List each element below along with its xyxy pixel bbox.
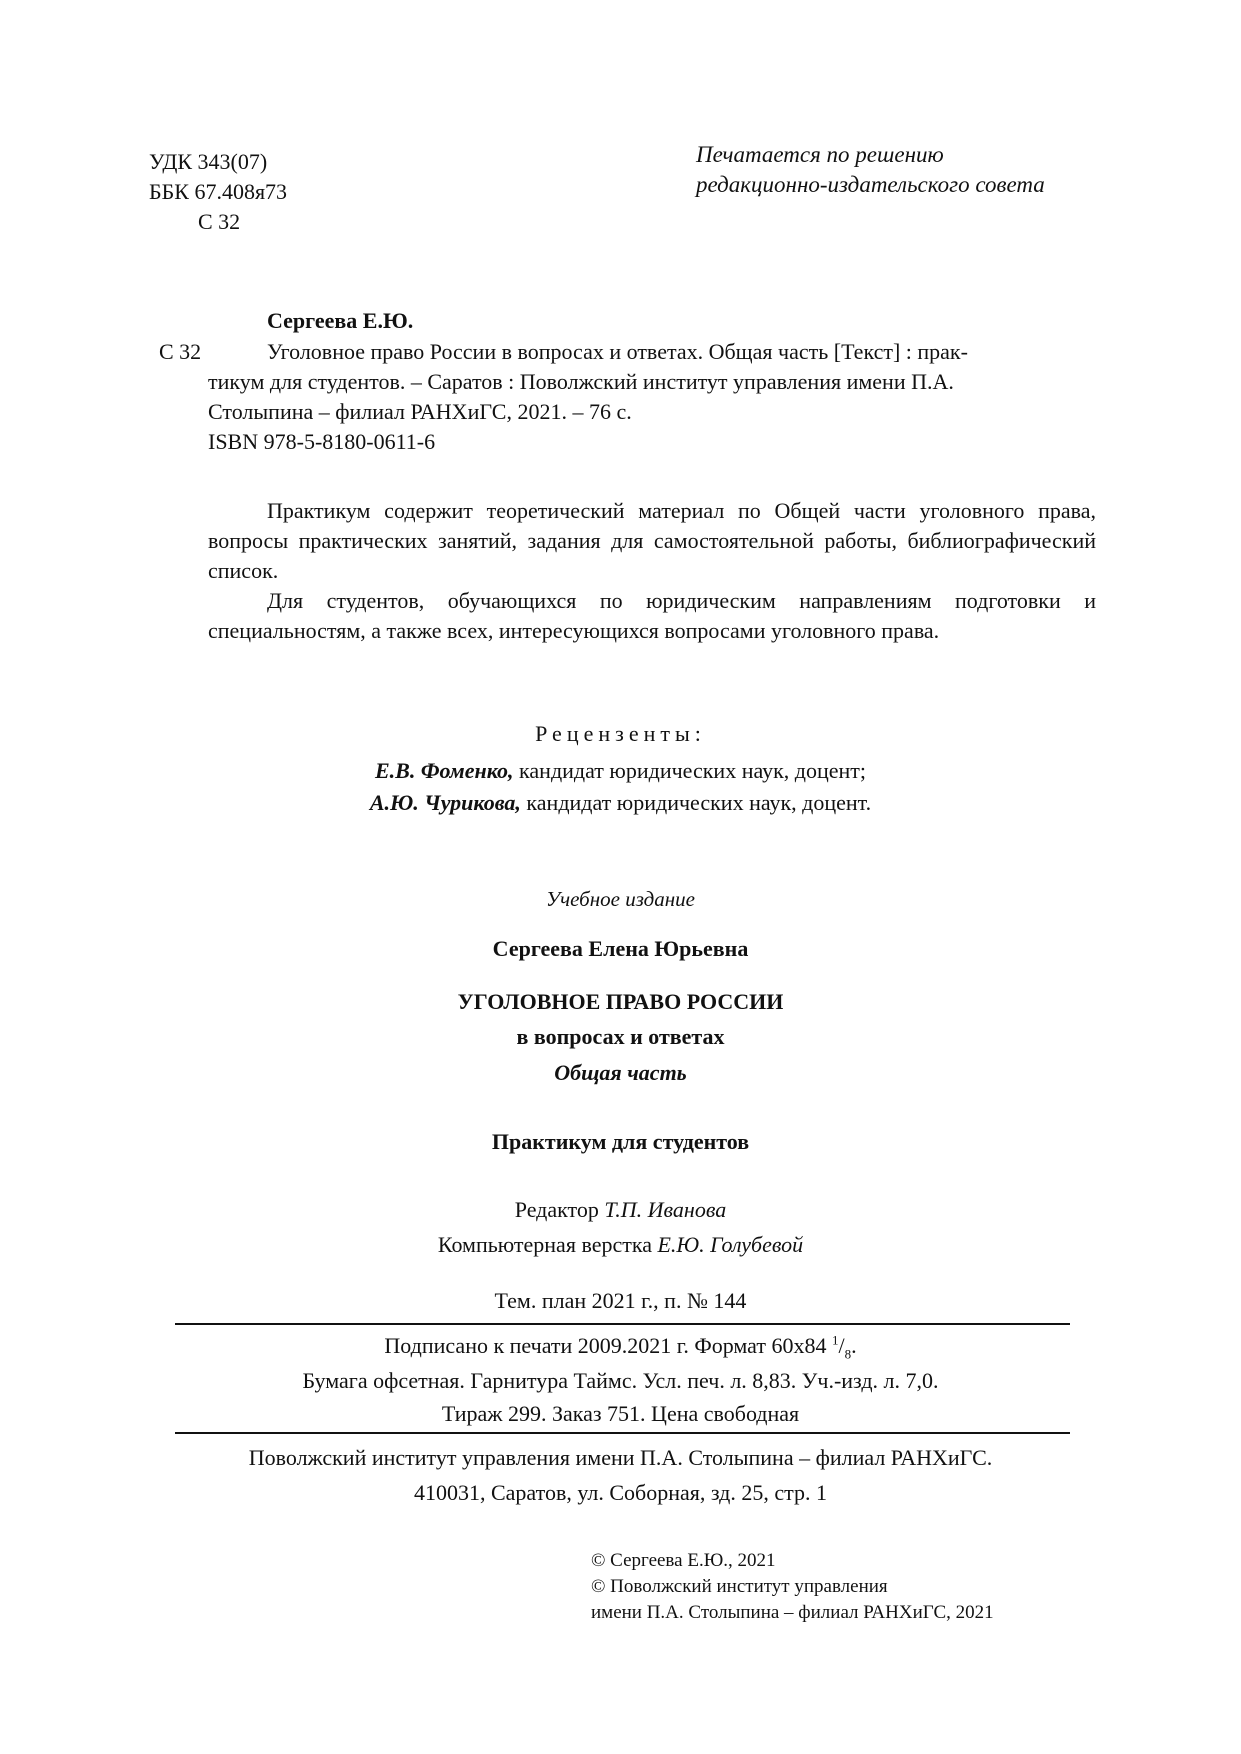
- bibliographic-record: [208, 337, 1096, 457]
- divider-bottom: [175, 1432, 1070, 1434]
- author-full-name: Сергеева Елена Юрьевна: [492, 936, 749, 961]
- print-signed-suffix: .: [851, 1333, 857, 1358]
- book-genre: Практикум для студентов: [491, 1129, 750, 1154]
- divider-top: [175, 1323, 1070, 1325]
- annotation: [208, 496, 1096, 646]
- isbn: ISBN 978-5-8180-0611-6: [208, 429, 436, 454]
- copyright-line-3: имени П.А. Столыпина – филиал РАНХиГС, 2021: [591, 1602, 994, 1623]
- format-denominator: 8: [844, 1346, 852, 1362]
- reviewer-2: [0, 788, 1241, 818]
- reviewer-2-credentials: кандидат юридических наук, доцент.: [520, 790, 872, 815]
- publisher-name: Поволжский институт управления имени П.А. Столыпина – филиал РАНХиГС.: [248, 1445, 993, 1470]
- format-slash: /: [838, 1333, 845, 1358]
- annotation-paragraph-2: Для студентов, обучающихся по юридическим направлениям подготовки и специальностям, а также всех, интересующихся вопросами уголовного права.: [208, 588, 1096, 643]
- cutter-mark: С 32: [159, 339, 202, 364]
- copyright-line-1: © Сергеева Е.Ю., 2021: [591, 1550, 776, 1571]
- editor-label: Редактор: [514, 1197, 605, 1222]
- book-subtitle: в вопросах и ответах: [516, 1024, 725, 1049]
- record-line-1: Уголовное право России в вопросах и ответах. Общая часть [Текст] : прак-: [267, 339, 968, 364]
- reviewer-1-credentials: кандидат юридических наук, доцент;: [513, 758, 867, 783]
- book-part: Общая часть: [554, 1060, 687, 1085]
- classification-block: [149, 147, 287, 237]
- reviewer-1: [0, 756, 1241, 786]
- editor-name: Т.П. Иванова: [604, 1197, 727, 1222]
- print-run: Тираж 299. Заказ 751. Цена свободная: [441, 1401, 800, 1426]
- print-paper: Бумага офсетная. Гарнитура Таймс. Усл. печ. л. 8,83. Уч.-изд. л. 7,0.: [302, 1368, 939, 1393]
- reviewer-1-name: Е.В. Фоменко,: [374, 758, 514, 783]
- council-note-line-2: редакционно-издательского совета: [696, 172, 1045, 197]
- publisher-address: 410031, Саратов, ул. Соборная, зд. 25, стр. 1: [413, 1480, 827, 1505]
- format-numerator: 1: [831, 1332, 839, 1348]
- reviewer-2-name: А.Ю. Чурикова,: [369, 790, 521, 815]
- book-title: УГОЛОВНОЕ ПРАВО РОССИИ: [457, 989, 784, 1014]
- layout-label: Компьютерная верстка: [437, 1232, 658, 1257]
- bbk-code: ББК 67.408я73: [149, 179, 288, 204]
- copyright-block: [591, 1548, 994, 1626]
- udk-code: УДК 343(07): [149, 149, 268, 174]
- print-signed-text: Подписано к печати 2009.2021 г. Формат 60х84: [384, 1333, 832, 1358]
- thematic-plan: Тем. план 2021 г., п. № 144: [494, 1288, 747, 1313]
- reviewers-title: Рецензенты:: [535, 721, 706, 746]
- layout-credit: [0, 1230, 1241, 1260]
- record-line-2: тикум для студентов. – Саратов : Поволжский институт управления имени П.А.: [208, 369, 954, 394]
- record-line-3: Столыпина – филиал РАНХиГС, 2021. – 76 с.: [208, 399, 632, 424]
- council-note-line-1: Печатается по решению: [696, 142, 944, 167]
- edition-type: Учебное издание: [545, 887, 696, 911]
- record-author: Сергеева Е.Ю.: [267, 308, 414, 333]
- annotation-paragraph-1: Практикум содержит теоретический материал по Общей части уголовного права, вопросы практических занятий, задания для самостоятельной работы, библиографический список.: [208, 498, 1096, 583]
- council-note: [696, 140, 1045, 200]
- layout-name: Е.Ю. Голубевой: [657, 1232, 804, 1257]
- author-mark: С 32: [198, 209, 241, 234]
- copyright-line-2: © Поволжский институт управления: [591, 1576, 888, 1597]
- print-signed: [0, 1331, 1241, 1361]
- editor-credit: [0, 1195, 1241, 1225]
